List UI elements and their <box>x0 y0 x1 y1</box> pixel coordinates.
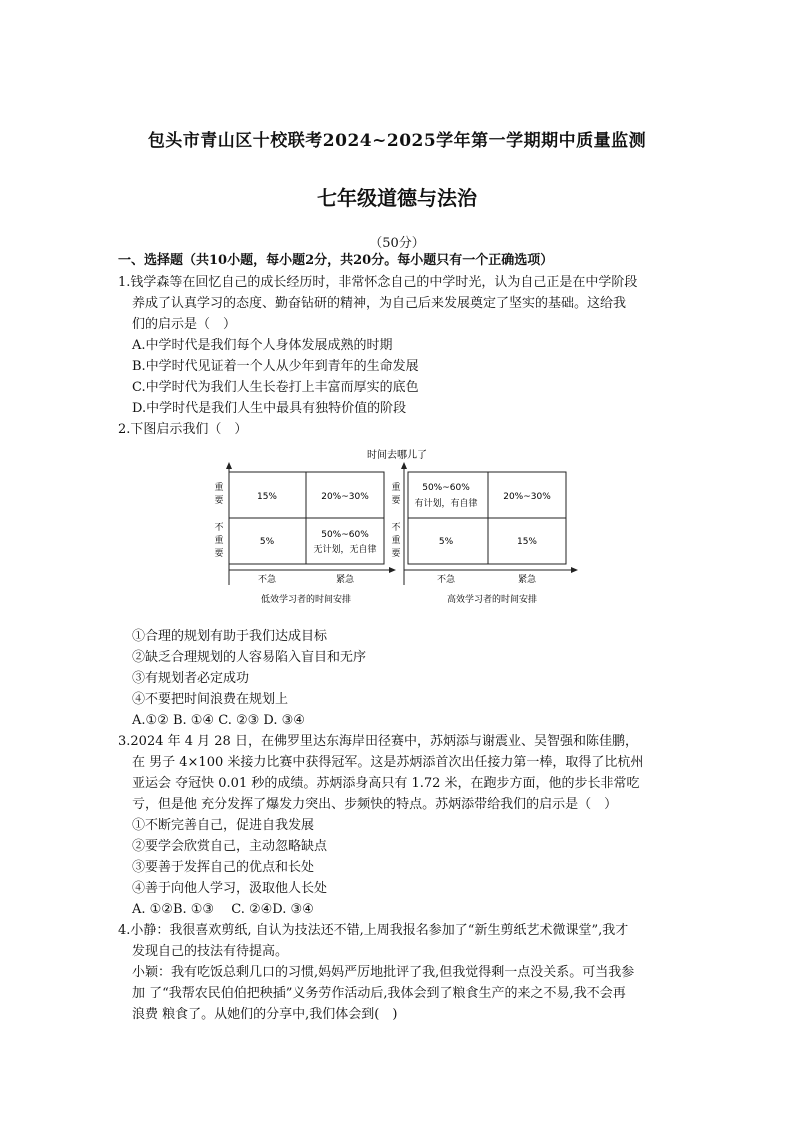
statement-1: ①合理的规划有助于我们达成目标 <box>132 629 328 644</box>
question-2-stem: 2.下图启示我们（ ） <box>118 422 248 437</box>
statement-1: ①不断完善自己，促进自我发展 <box>132 818 315 833</box>
exam-title: 包头市青山区十校联考2024~2025学年第一学期期中质量监测 <box>147 131 647 151</box>
question-1-line: 们的启示是（ ） <box>132 317 237 332</box>
left-y-not-important: 不 <box>214 523 224 533</box>
left-y-important: 要 <box>214 496 224 506</box>
right-y-important: 要 <box>391 496 401 506</box>
right-cell-value: 50%~60% <box>422 483 470 493</box>
right-cell-note: 有计划，有自律 <box>414 499 478 509</box>
section-heading: 一、选择题（共10小题，每小题2分，共20分。每小题只有一个正确选项） <box>118 253 554 268</box>
question-3-line: 在 男子 4×100 米接力比赛中获得冠军。这是苏炳添首次出任接力第一棒，取得了比杭州 <box>132 755 644 770</box>
right-y-not-important: 重 <box>391 536 401 546</box>
question-2-options: A.①② B. ①④ C. ②③ D. ③④ <box>132 713 305 728</box>
subject-title: 七年级道德与法治 <box>317 186 477 210</box>
right-x-urgent: 紧急 <box>517 575 537 585</box>
right-caption: 高效学习者的时间安排 <box>446 595 538 605</box>
statement-2: ②要学会欣赏自己，主动忽略缺点 <box>132 839 328 854</box>
left-x-not-urgent: 不急 <box>257 575 277 585</box>
question-4-line: 加 了“我帮农民伯伯把秧插”义务劳作活动后,我体会到了粮食生产的来之不易,我不会再 <box>132 986 626 1001</box>
left-cell-value: 20%~30% <box>321 492 369 502</box>
question-4-line: 小颖：我有吃饭总剩几口的习惯,妈妈严厉地批评了我,但我觉得剩一点没关系。可当我参 <box>132 965 635 980</box>
question-4-line: 发现自己的技法有待提高。 <box>132 944 289 959</box>
option-c: C.中学时代为我们人生长卷打上丰富而厚实的底色 <box>132 380 419 395</box>
statement-3: ③有规划者必定成功 <box>132 671 250 686</box>
question-3-line: 亏，但是他 充分发挥了爆发力突出、步频快的特点。苏炳添带给我们的启示是（ ） <box>132 797 618 812</box>
right-cell-value: 15% <box>516 537 538 547</box>
left-y-not-important: 重 <box>214 536 224 546</box>
left-y-important: 重 <box>214 483 224 493</box>
statement-4: ④不要把时间浪费在规划上 <box>132 692 289 707</box>
option-d: D.中学时代是我们人生中最具有独特价值的阶段 <box>132 401 407 416</box>
left-cell-note: 无计划，无自律 <box>313 545 377 555</box>
question-3-line: 亚运会 夺冠快 0.01 秒的成绩。苏炳添身高只有 1.72 米，在跑步方面，他的步长非常吃 <box>132 776 640 791</box>
question-1-line: 1.钱学森等在回忆自己的成长经历时，非常怀念自己的中学时光，认为自己正是在中学阶段 <box>118 275 638 290</box>
left-cell-value: 50%~60% <box>321 530 369 540</box>
left-cell-value: 5% <box>259 537 275 547</box>
question-4-line: 4.小静：我很喜欢剪纸, 自认为技法还不错,上周我报名参加了“新生剪纸艺术微课堂”,我才 <box>118 923 629 938</box>
right-cell-value: 5% <box>438 537 454 547</box>
statement-4: ④善于向他人学习，汲取他人长处 <box>132 881 328 896</box>
statement-3: ③要善于发挥自己的优点和长处 <box>132 860 315 875</box>
right-y-important: 重 <box>391 483 401 493</box>
left-x-urgent: 紧急 <box>335 575 355 585</box>
figure-title: 时间去哪儿了 <box>367 450 427 461</box>
question-1-line: 养成了认真学习的态度、勤奋钻研的精神，为自己后来发展奠定了坚实的基础。这给我 <box>132 296 627 311</box>
score-note: （50分） <box>369 236 425 251</box>
option-a: A.中学时代是我们每个人身体发展成熟的时期 <box>132 338 393 353</box>
right-cell-value: 20%~30% <box>503 492 551 502</box>
left-cell-value: 15% <box>256 492 278 502</box>
right-y-not-important: 要 <box>391 549 401 559</box>
question-3-options: A. ①②B. ①③ C. ②④D. ③④ <box>132 902 314 917</box>
option-b: B.中学时代见证着一个人从少年到青年的生命发展 <box>132 359 419 374</box>
statement-2: ②缺乏合理规划的人容易陷入盲目和无序 <box>132 650 367 665</box>
right-x-not-urgent: 不急 <box>436 575 456 585</box>
left-y-not-important: 要 <box>214 549 224 559</box>
right-y-not-important: 不 <box>391 523 401 533</box>
left-caption: 低效学习者的时间安排 <box>260 595 352 605</box>
question-3-line: 3.2024 年 4 月 28 日，在佛罗里达东海岸田径赛中，苏炳添与谢震业、吴智强和陈佳鹏， <box>118 734 638 749</box>
question-4-line: 浪费 粮食了。从她们的分享中,我们体会到( ) <box>132 1007 398 1022</box>
